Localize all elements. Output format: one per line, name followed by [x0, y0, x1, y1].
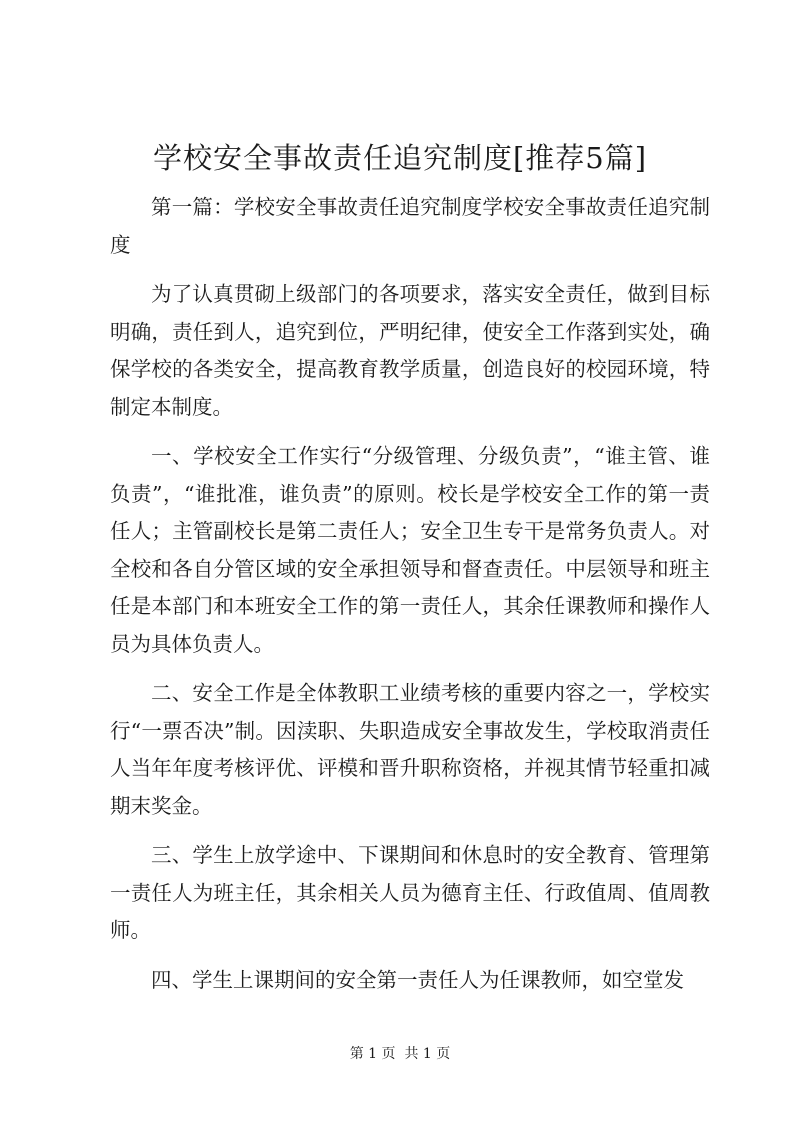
document-title: 学校安全事故责任追究制度[推荐5篇] [152, 141, 648, 175]
paragraph-item-2: 二、安全工作是全体教职工业绩考核的重要内容之一，学校实行“一票否决”制。因渎职、失职造成安全事故发生，学校取消责任人当年年度考核评优、评模和晋升职称资格，并视其情节轻重扣减期末奖金。 [110, 681, 710, 818]
paragraph-heading: 第一篇：学校安全事故责任追究制度学校安全事故责任追究制度 [110, 195, 710, 257]
paragraph-item-1: 一、学校安全工作实行“分级管理、分级负责”，“谁主管、谁负责”，“谁批准，谁负责”的原则。校长是学校安全工作的第一责任人；主管副校长是第二责任人；安全卫生专干是常务负责人。对全校和各自分管区域的安全承担领导和督查责任。中层领导和班主任是本部门和本班安全工作的第一责任人，其余任课教师和操作人员为具体负责人。 [110, 444, 710, 656]
paragraph-item-4: 四、学生上课期间的安全第一责任人为任课教师，如空堂发 [151, 967, 684, 992]
paragraph-intro: 为了认真贯砌上级部门的各项要求，落实安全责任，做到目标明确，责任到人，追究到位，严明纪律，使安全工作落到实处，确保学校的各类安全，提高教育教学质量，创造良好的校园环境，特制定本制度。 [110, 282, 710, 419]
page-number-footer: 第 1 页 共 1 页 [349, 1046, 451, 1062]
paragraph-item-3: 三、学生上放学途中、下课期间和休息时的安全教育、管理第一责任人为班主任，其余相关人员为德育主任、行政值周、值周教师。 [110, 843, 710, 942]
document-body [110, 189, 710, 1011]
